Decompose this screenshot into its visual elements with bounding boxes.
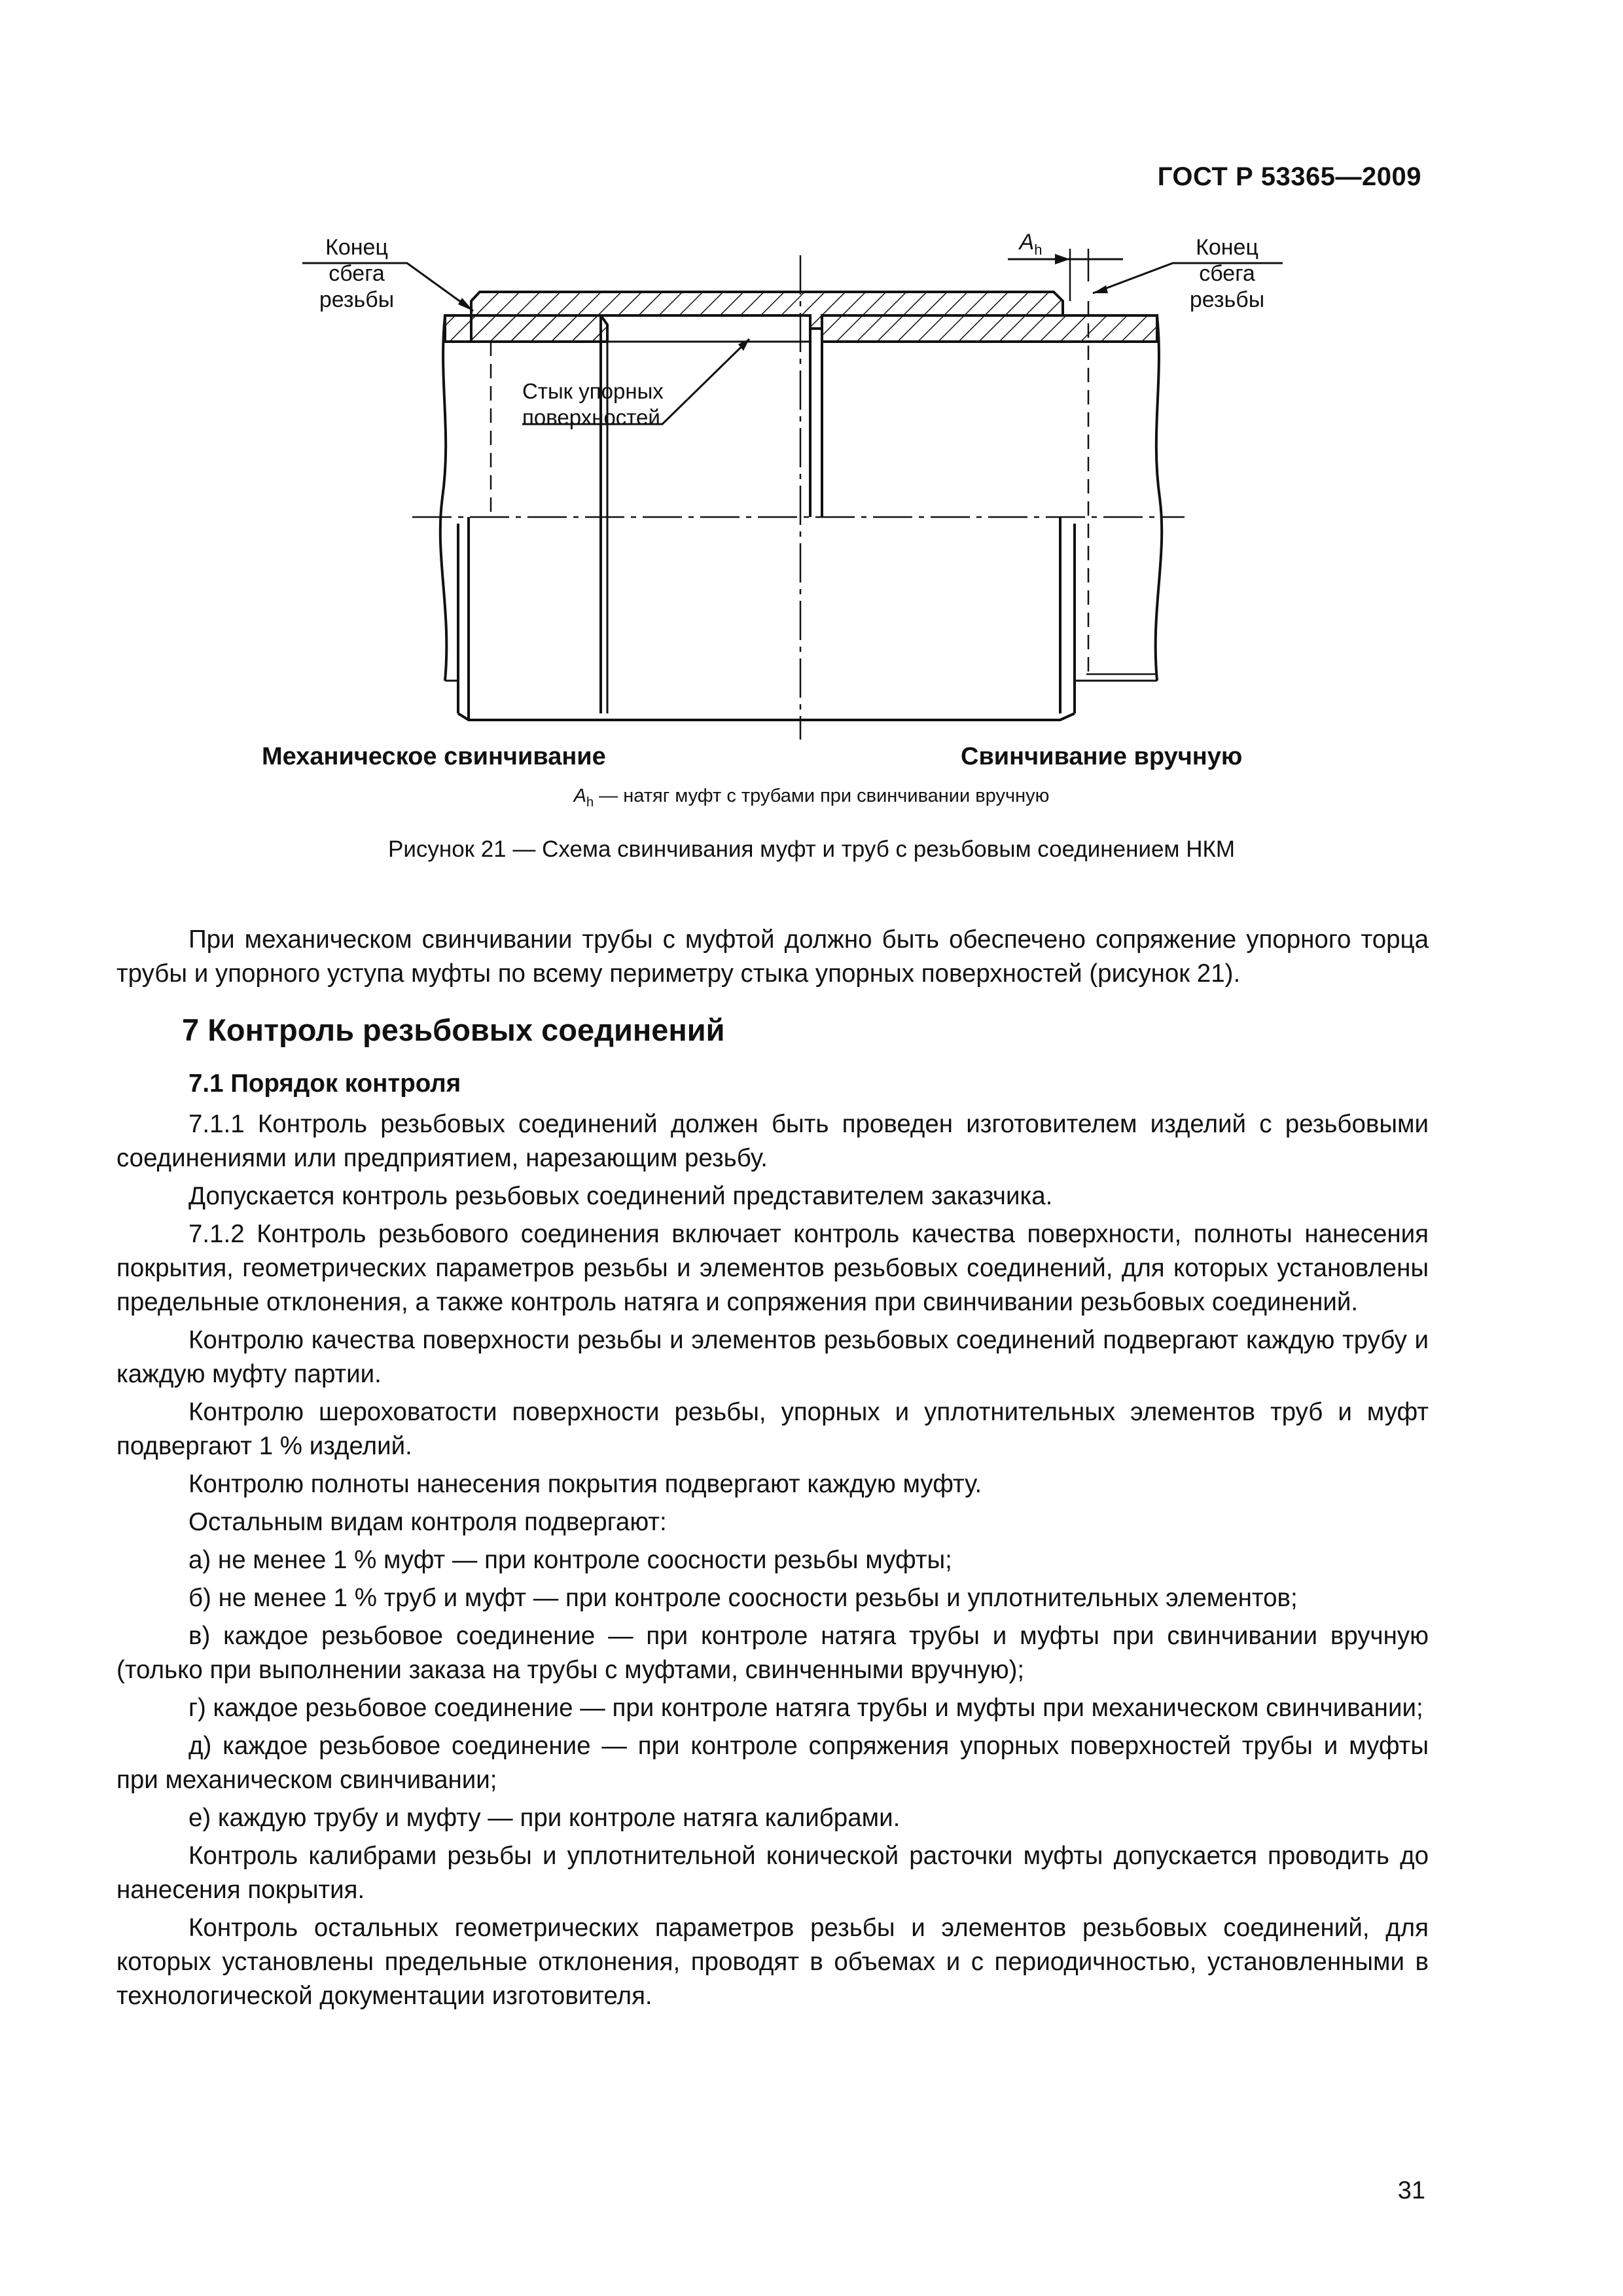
list-item: е) каждую трубу и муфту — при контроле натяга калибрами. (188, 1804, 901, 1832)
paragraph: Контролю полноты нанесения покрытия подвергают каждую муфту. (188, 1470, 982, 1498)
list-item: г) каждое резьбовое соединение — при контроле натяга трубы и муфты при механическом свинчивании; (188, 1694, 1423, 1722)
left-thread-mating (471, 315, 607, 342)
paragraph: 7.1.2 Контроль резьбового соединения включает контроль качества поверхности, полноты нанесения покрытия, геометрических параметров резьбы и элементов резьбовых соединений, для которых установлены предельные отклонения, а также контроль натяга и сопряжения при свинчивании резьбовых соединений. (116, 1220, 1429, 1316)
page-number: 31 (1397, 2177, 1425, 2204)
list-item: а) не менее 1 % муфт — при контроле соосности резьбы муфты; (188, 1546, 952, 1574)
paragraph: Контролю шероховатости поверхности резьбы, упорных и уплотнительных элементов труб и муфт подвергают 1 % изделий. (116, 1398, 1429, 1460)
figure-caption: Рисунок 21 — Схема свинчивания муфт и труб с резьбовым соединением НКМ (387, 836, 1236, 862)
section-title: 7 Контроль резьбовых соединений (182, 1013, 725, 1047)
left-pipe-break-line (440, 315, 447, 681)
paragraph: Остальным видам контроля подвергают: (188, 1508, 667, 1536)
main-text (116, 923, 1429, 2017)
figure-legend: $A_h$ — натяг муфт с трубами при свинчивании вручную (573, 785, 1050, 810)
ah-dimension-label: $A_h$ (1019, 230, 1043, 258)
list-item: д) каждое резьбовое соединение — при контроле сопряжения упорных поверхностей трубы и муфты при механическом свинчивании; (116, 1732, 1429, 1794)
right-label-end-of-runout: Конец сбега резьбы (1189, 235, 1265, 312)
paragraph: Допускается контроль резьбовых соединений представителем заказчика. (188, 1182, 1053, 1210)
right-pipe-wall (822, 315, 1157, 342)
paragraph: Контроль остальных геометрических параметров резьбы и элементов резьбовых соединений, для которых установлены предельные отклонения, проводят в объемах и с периодичностью, установленными в технологической документации изготовителя. (116, 1914, 1429, 2010)
right-pipe-break-line (1156, 315, 1162, 681)
coupling-lower-outline (458, 517, 1075, 720)
paragraph: 7.1.1 Контроль резьбовых соединений должен быть проведен изготовителем изделий с резьбовыми соединениями или предприятием, нарезающим резьбу. (116, 1110, 1429, 1172)
manual-makeup-label: Свинчивание вручную (961, 743, 1243, 770)
paragraph: Контроль калибрами резьбы и уплотнительной конической расточки муфты допускается проводить до нанесения покрытия. (116, 1842, 1429, 1904)
mechanical-makeup-label: Механическое свинчивание (262, 743, 606, 770)
joint-of-thrust-surfaces-label: Стык упорных поверхностей (522, 379, 664, 429)
list-item: б) не менее 1 % труб и муфт — при контроле соосности резьбы и уплотнительных элементов; (188, 1584, 1298, 1612)
list-item: в) каждое резьбовое соединение — при контроле натяга трубы и муфты при свинчивании вручную (только при выполнении заказа на трубы с муфтами, свинченными вручную); (116, 1622, 1429, 1684)
document-standard-number: ГОСТ Р 53365—2009 (1157, 162, 1421, 191)
intro-paragraph: При механическом свинчивании трубы с муфтой должно быть обеспечено сопряжение упорного торца трубы и упорного уступа муфты по всему периметру стыка упорных поверхностей (рисунок 21). (116, 925, 1429, 988)
paragraph: Контролю качества поверхности резьбы и элементов резьбовых соединений подвергают каждую трубу и каждую муфту партии. (116, 1326, 1429, 1388)
figure-21-diagram (249, 216, 1374, 792)
left-label-end-of-runout: Конец сбега резьбы (319, 235, 395, 312)
subsection-title: 7.1 Порядок контроля (188, 1069, 461, 1098)
